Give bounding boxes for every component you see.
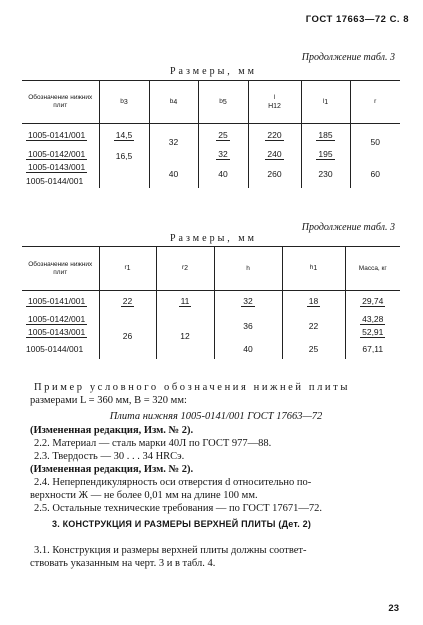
para-2-3: 2.3. Твердость — 30 . . . 34 HRCэ. <box>34 451 185 462</box>
para-2-4-line2: верхности Ж — не более 0,01 мм на длине 100 мм. <box>30 490 258 501</box>
t1-col-b5: b5 <box>198 81 248 124</box>
t2-m-d: 67,11 <box>345 339 400 359</box>
table-row: 1005-0144/001 <box>26 343 84 354</box>
example-line-2: размерами L = 360 мм, B = 320 мм: <box>30 395 187 406</box>
t2-h-b: 36 <box>214 313 282 339</box>
table2-continuation: Продолжение табл. 3 <box>301 222 395 233</box>
example-line-1: Пример условного обозначения нижней плиты <box>34 382 350 393</box>
t2-m-b: 43,28 <box>345 313 400 326</box>
t1-col-l1: l1 <box>301 81 350 124</box>
t2-r2-b: 12 <box>156 313 214 359</box>
t2-m-c: 52,91 <box>345 326 400 339</box>
table1 <box>22 80 400 188</box>
designation-example: Плита нижняя 1005-0141/001 ГОСТ 17663—72 <box>109 411 323 422</box>
table2-caption: Размеры, мм <box>170 233 257 244</box>
t2-h1-a: 18 <box>282 291 345 313</box>
t1-b3-a: 14,5 <box>99 124 149 148</box>
t1-col-r: r <box>350 81 400 124</box>
t1-r-b: 60 <box>350 161 400 188</box>
t1-b4-b: 40 <box>149 161 198 188</box>
t2-col-designation: Обозначение нижних плит <box>22 247 99 291</box>
t2-col-h: h <box>214 247 282 291</box>
t2-col-r1: r1 <box>99 247 156 291</box>
t2-r1-b: 26 <box>99 313 156 359</box>
para-2-5: 2.5. Остальные технические требования — по ГОСТ 17671—72. <box>34 503 322 514</box>
t2-col-h1: h1 <box>282 247 345 291</box>
table-row: 1005-0143/001 <box>28 161 86 172</box>
t2-h1-c: 25 <box>282 339 345 359</box>
table-row: 1005-0142/001 <box>28 313 86 324</box>
t1-col-designation: Обозначение нижних плит <box>22 81 99 124</box>
t2-r2-a: 11 <box>156 291 214 313</box>
page-header: ГОСТ 17663—72 С. 8 <box>305 14 409 25</box>
table-row: 1005-0141/001 <box>28 296 86 307</box>
page-number: 23 <box>388 603 399 614</box>
table1-continuation: Продолжение табл. 3 <box>301 52 395 63</box>
t2-m-a: 29,74 <box>345 291 400 313</box>
t1-r-a: 50 <box>350 124 400 161</box>
para-2-4-line1: 2.4. Неперпендикулярность оси отверстия d относительно по- <box>34 477 312 488</box>
t2-h-c: 40 <box>214 339 282 359</box>
t1-l-a: 220 <box>248 124 301 148</box>
table1-caption: Размеры, мм <box>170 66 257 77</box>
t1-col-b3: b3 <box>99 81 149 124</box>
section-title: 3. КОНСТРУКЦИЯ И РАЗМЕРЫ ВЕРХНЕЙ ПЛИТЫ (Дет. 2) <box>52 519 312 529</box>
para-3-1-line2: ствовать указанным на черт. 3 и в табл. 4. <box>30 558 216 569</box>
table-row: 1005-0141/001 <box>28 130 86 141</box>
t2-col-mass: Масса, кг <box>345 247 400 291</box>
para-2-2: 2.2. Материал — сталь марки 40Л по ГОСТ 977—88. <box>34 438 272 449</box>
t2-h1-b: 22 <box>282 313 345 339</box>
t1-b5-a: 25 <box>198 124 248 148</box>
revision-note-1: (Измененная редакция, Изм. № 2). <box>30 425 194 436</box>
table2 <box>22 246 400 359</box>
t2-r1-a: 22 <box>99 291 156 313</box>
table-row: 1005-0142/001 <box>28 148 86 159</box>
t1-l1-a: 185 <box>301 124 350 148</box>
table-row: 1005-0144/001 <box>26 175 84 186</box>
t1-l1-c: 230 <box>301 161 350 188</box>
t2-h-a: 32 <box>214 291 282 313</box>
t1-l-b: 240 <box>248 148 301 161</box>
para-3-1-line1: 3.1. Конструкция и размеры верхней плиты должны соответ- <box>34 545 307 556</box>
t1-col-l: l Н12 <box>248 81 301 124</box>
t1-l-c: 260 <box>248 161 301 188</box>
t2-col-r2: r2 <box>156 247 214 291</box>
t1-col-b4: b4 <box>149 81 198 124</box>
t1-b3-b: 16,5 <box>99 148 149 188</box>
revision-note-2: (Измененная редакция, Изм. № 2). <box>30 464 194 475</box>
t1-b5-b: 32 <box>198 148 248 161</box>
table-row: 1005-0143/001 <box>28 326 86 337</box>
t1-l1-b: 195 <box>301 148 350 161</box>
t1-b5-c: 40 <box>198 161 248 188</box>
t1-b4-a: 32 <box>149 124 198 161</box>
